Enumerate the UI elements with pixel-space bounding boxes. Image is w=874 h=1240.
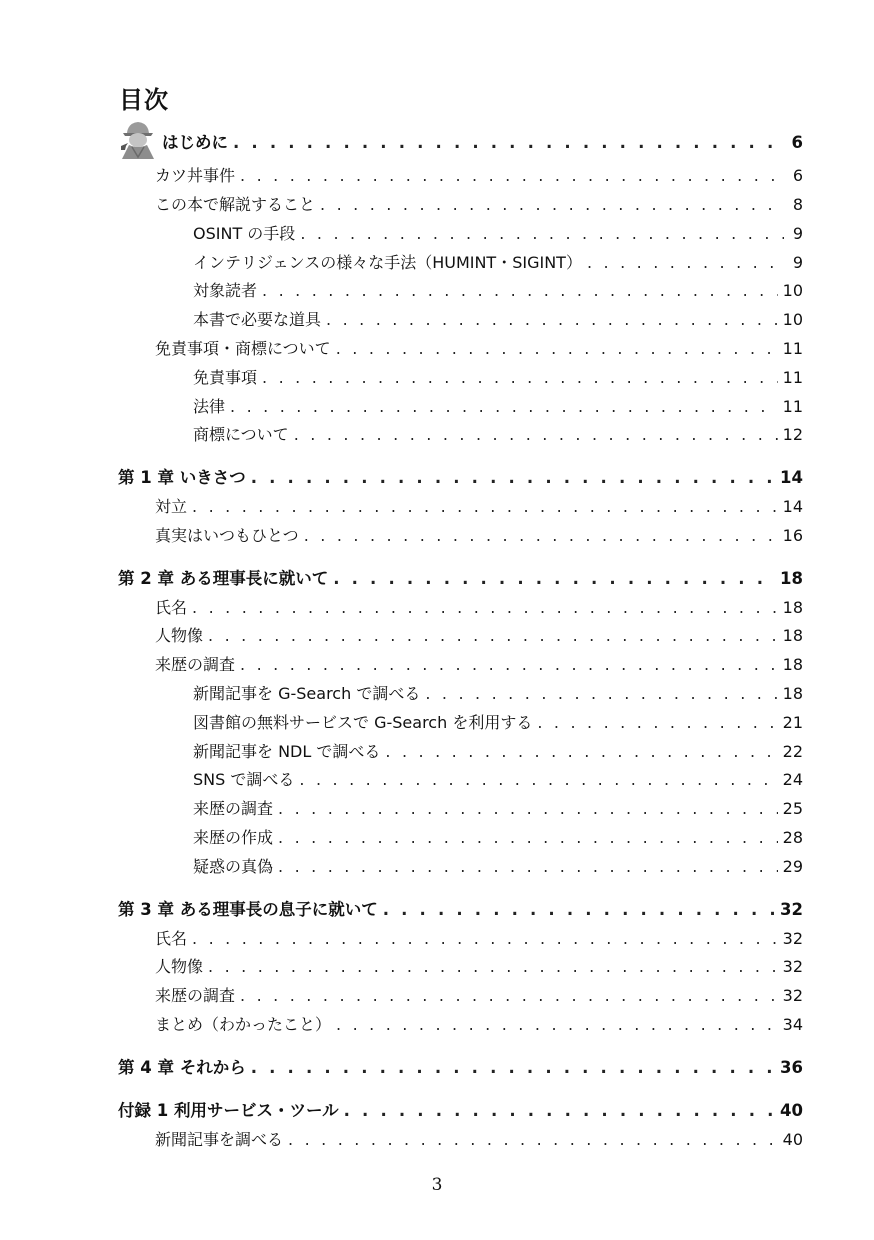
toc-entry-label: 来歴の調査	[193, 799, 274, 818]
toc-dot-leader	[344, 1099, 775, 1123]
toc-entry-label: 氏名	[155, 929, 188, 948]
toc-row	[0, 955, 874, 979]
toc-entry-label: SNS で調べる	[193, 770, 295, 789]
toc-entry-page: 18	[782, 684, 803, 703]
toc-entry[interactable]	[193, 222, 803, 246]
toc-entry[interactable]	[162, 131, 803, 155]
toc-entry-label: 法律	[193, 397, 226, 416]
toc-dot-leader	[233, 131, 784, 155]
toc-row	[0, 131, 874, 155]
toc-row	[0, 308, 874, 332]
toc-entry-page: 9	[792, 253, 803, 272]
toc-entry-label: 免責事項	[193, 368, 258, 387]
toc-entry-page: 18	[782, 626, 803, 645]
toc-entry[interactable]	[193, 768, 803, 792]
toc-dot-leader	[336, 337, 778, 361]
toc-entry-page: 6	[792, 166, 803, 185]
toc-entry[interactable]	[155, 596, 803, 620]
toc-dot-leader	[300, 222, 784, 246]
toc-entry[interactable]	[193, 797, 803, 821]
toc-entry[interactable]	[193, 740, 803, 764]
toc-entry-label: カツ丼事件	[155, 166, 236, 185]
toc-entry[interactable]	[193, 682, 803, 706]
toc-dot-leader	[230, 395, 778, 419]
toc-dot-leader	[326, 308, 778, 332]
toc-row	[0, 768, 874, 792]
toc-entry[interactable]	[193, 711, 803, 735]
toc-entry-page: 22	[782, 742, 803, 761]
toc-row	[0, 1056, 874, 1080]
toc-row	[0, 423, 874, 447]
toc-entry-page: 32	[782, 929, 803, 948]
toc-entry-page: 12	[782, 425, 803, 444]
toc-dot-leader	[192, 596, 778, 620]
toc-row	[0, 193, 874, 217]
toc-entry-page: 14	[780, 468, 803, 487]
toc-entry-page: 18	[782, 598, 803, 617]
toc-dot-leader	[537, 711, 777, 735]
toc-dot-leader	[262, 366, 778, 390]
toc-dot-leader	[192, 495, 778, 519]
toc-entry-label: 第 4 章 それから	[118, 1058, 246, 1077]
toc-entry-label: 図書館の無料サービスで G-Search を利用する	[193, 713, 533, 732]
toc-entry[interactable]	[155, 337, 803, 361]
toc-entry[interactable]	[193, 855, 803, 879]
toc-entry-label: 真実はいつもひとつ	[155, 526, 299, 545]
toc-dot-leader	[336, 1013, 778, 1037]
toc-row	[0, 337, 874, 361]
toc-entry[interactable]	[155, 1128, 803, 1152]
toc-row	[0, 164, 874, 188]
toc-entry[interactable]	[155, 1013, 803, 1037]
toc-dot-leader	[240, 984, 778, 1008]
toc-entry-page: 34	[782, 1015, 803, 1034]
toc-row	[0, 826, 874, 850]
toc-entry[interactable]	[118, 898, 803, 922]
toc-entry-label: はじめに	[162, 133, 228, 152]
toc-dot-leader	[333, 567, 775, 591]
toc-entry-label: 商標について	[193, 425, 289, 444]
toc-entry[interactable]	[155, 624, 803, 648]
toc-entry-label: 免責事項・商標について	[155, 339, 331, 358]
toc-entry-label: 人物像	[155, 626, 204, 645]
toc-entry-label: 本書で必要な道具	[193, 310, 322, 329]
toc-entry-label: OSINT の手段	[193, 224, 296, 243]
toc-entry-label: 疑惑の真偽	[193, 857, 274, 876]
toc-row	[0, 682, 874, 706]
toc-entry-label: 対象読者	[193, 281, 258, 300]
toc-entry[interactable]	[155, 524, 803, 548]
toc-entry[interactable]	[193, 308, 803, 332]
toc-entry-label: 付録 1 利用サービス・ツール	[118, 1101, 339, 1120]
toc-entry-page: 32	[782, 957, 803, 976]
toc-entry[interactable]	[155, 653, 803, 677]
toc-row	[0, 898, 874, 922]
toc-dot-leader	[208, 624, 778, 648]
toc-entry[interactable]	[193, 826, 803, 850]
toc-dot-leader	[288, 1128, 778, 1152]
toc-dot-leader	[320, 193, 784, 217]
toc-row	[0, 495, 874, 519]
toc-entry-label: 新聞記事を NDL で調べる	[193, 742, 381, 761]
toc-entry-page: 18	[780, 569, 803, 588]
toc-entry-label: 第 2 章 ある理事長に就いて	[118, 569, 329, 588]
toc-entry-page: 32	[782, 986, 803, 1005]
toc-dot-leader	[304, 524, 778, 548]
toc-entry-page: 40	[780, 1101, 803, 1120]
toc-entry-label: 人物像	[155, 957, 204, 976]
toc-entry-page: 11	[782, 397, 803, 416]
toc-dot-leader	[294, 423, 778, 447]
toc-entry-label: 来歴の作成	[193, 828, 274, 847]
toc-dot-leader	[240, 653, 778, 677]
toc-entry[interactable]	[118, 1099, 803, 1123]
toc-entry[interactable]	[155, 193, 803, 217]
toc-entry[interactable]	[193, 279, 803, 303]
toc-entry[interactable]	[193, 366, 803, 390]
toc-dot-leader	[425, 682, 777, 706]
toc-row	[0, 740, 874, 764]
toc-row	[0, 797, 874, 821]
toc-dot-leader	[278, 855, 778, 879]
toc-row	[0, 624, 874, 648]
toc-row	[0, 984, 874, 1008]
toc-entry-page: 32	[780, 900, 803, 919]
toc-entry[interactable]	[193, 395, 803, 419]
toc-dot-leader	[278, 826, 778, 850]
toc-row	[0, 596, 874, 620]
toc-entry[interactable]	[155, 984, 803, 1008]
toc-entry-page: 36	[780, 1058, 803, 1077]
toc-dot-leader	[240, 164, 784, 188]
toc-dot-leader	[587, 251, 784, 275]
toc-entry-label: 氏名	[155, 598, 188, 617]
toc-dot-leader	[385, 740, 777, 764]
toc-row	[0, 279, 874, 303]
toc-row	[0, 711, 874, 735]
toc-row	[0, 855, 874, 879]
page-number: 3	[431, 1175, 443, 1195]
toc-row	[0, 466, 874, 490]
toc-entry-label: まとめ（わかったこと）	[155, 1015, 332, 1034]
toc-row	[0, 1099, 874, 1123]
toc-entry[interactable]	[193, 251, 803, 275]
toc-entry-label: インテリジェンスの様々な手法（HUMINT・SIGINT）	[193, 253, 582, 272]
toc-entry-page: 40	[782, 1130, 803, 1149]
toc-entry[interactable]	[155, 164, 803, 188]
toc-row	[0, 222, 874, 246]
toc-entry-page: 10	[782, 310, 803, 329]
toc-entry[interactable]	[118, 567, 803, 591]
toc-entry-page: 11	[782, 339, 803, 358]
toc-entry-label: 新聞記事を調べる	[155, 1130, 284, 1149]
page-title: 目次	[119, 86, 169, 114]
toc-dot-leader	[251, 1056, 775, 1080]
toc-entry-page: 11	[782, 368, 803, 387]
toc-entry-label: 来歴の調査	[155, 986, 236, 1005]
toc-row	[0, 366, 874, 390]
toc-entry[interactable]	[118, 1056, 803, 1080]
toc-entry-page: 16	[782, 526, 803, 545]
toc-entry[interactable]	[155, 955, 803, 979]
toc-entry-label: 新聞記事を G-Search で調べる	[193, 684, 421, 703]
toc-entry[interactable]	[193, 423, 803, 447]
toc-entry-page: 24	[782, 770, 803, 789]
toc-entry-label: 対立	[155, 497, 188, 516]
toc-row	[0, 395, 874, 419]
toc-entry-label: 来歴の調査	[155, 655, 236, 674]
toc-entry-page: 10	[782, 281, 803, 300]
toc-entry[interactable]	[118, 466, 803, 490]
toc-entry[interactable]	[155, 495, 803, 519]
toc-entry-page: 8	[792, 195, 803, 214]
toc-entry-page: 29	[782, 857, 803, 876]
toc-entry-label: 第 1 章 いきさつ	[118, 468, 246, 487]
toc-entry-page: 9	[792, 224, 803, 243]
toc-entry-page: 25	[782, 799, 803, 818]
toc-dot-leader	[251, 466, 775, 490]
toc-entry-page: 18	[782, 655, 803, 674]
toc-entry-label: この本で解説すること	[155, 195, 316, 214]
toc-row	[0, 1013, 874, 1037]
toc-row	[0, 524, 874, 548]
toc-entry-page: 14	[782, 497, 803, 516]
toc-entry[interactable]	[155, 927, 803, 951]
toc-row	[0, 251, 874, 275]
toc-row	[0, 567, 874, 591]
toc-dot-leader	[262, 279, 778, 303]
toc-entry-label: 第 3 章 ある理事長の息子に就いて	[118, 900, 378, 919]
toc-row	[0, 1128, 874, 1152]
toc-dot-leader	[278, 797, 778, 821]
toc-dot-leader	[383, 898, 775, 922]
toc-dot-leader	[192, 927, 778, 951]
toc-dot-leader	[208, 955, 778, 979]
toc-dot-leader	[299, 768, 777, 792]
toc-entry-page: 21	[782, 713, 803, 732]
toc-row	[0, 653, 874, 677]
toc-row	[0, 927, 874, 951]
toc-entry-page: 6	[791, 133, 803, 152]
toc-entry-page: 28	[782, 828, 803, 847]
